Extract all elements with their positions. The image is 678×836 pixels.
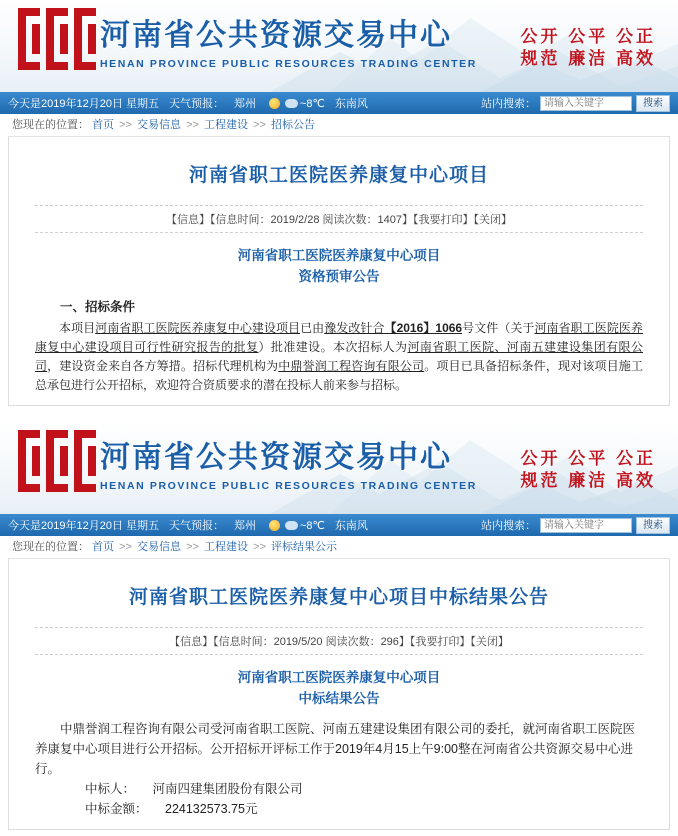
cloud-icon	[285, 99, 298, 108]
search-button[interactable]: 搜索	[636, 517, 670, 534]
weather-label: 天气预报：	[169, 98, 224, 110]
article-subtitle-line-1: 河南省职工医院医养康复中心项目	[237, 670, 441, 685]
page-bid-announcement	[0, 0, 678, 412]
article-panel	[8, 137, 670, 406]
site-banner	[0, 0, 678, 92]
weather-wind: 东南风	[334, 520, 368, 532]
article-subtitle-line-2: 中标结果公告	[298, 691, 380, 706]
cloud-icon	[285, 521, 298, 530]
breadcrumb-item-construction[interactable]: 工程建设	[204, 541, 249, 553]
breadcrumb	[8, 114, 670, 137]
page-content	[0, 114, 678, 412]
weather-wind: 东南风	[334, 98, 368, 110]
breadcrumb-sep-1: >>	[119, 119, 132, 131]
section-heading: 一、招标条件	[60, 300, 136, 314]
site-banner-2	[0, 422, 678, 514]
breadcrumb-sep-1: >>	[119, 541, 132, 553]
breadcrumb-2	[8, 536, 670, 559]
search-input[interactable]	[540, 518, 632, 533]
article-body-paragraph: 中鼎誉润工程咨询有限公司受河南省职工医院、河南五建建设集团有限公司的委托，就河南省职工医院医养康复中心项目进行公开招标。公开招标开评标工作于2019年4月15上午9:00整在河南省公共资源交易中心进行。	[35, 722, 636, 776]
page-content-2	[0, 536, 678, 836]
breadcrumb-prefix: 您现在的位置：	[12, 119, 89, 131]
article-subtitle-2	[35, 667, 643, 709]
breadcrumb-prefix: 您现在的位置：	[12, 541, 89, 553]
sun-icon	[269, 98, 280, 109]
breadcrumb-sep-3: >>	[253, 541, 266, 553]
breadcrumb-item-home[interactable]: 首页	[92, 541, 115, 553]
weather-label: 天气预报：	[169, 520, 224, 532]
page-divider	[0, 412, 678, 422]
site-logo-icon	[18, 8, 96, 70]
slogan-line-2: 规范 廉洁 高效	[520, 471, 656, 490]
article-panel-2	[8, 559, 670, 830]
site-name-en: HENAN PROVINCE PUBLIC RESOURCES TRADING CENTER	[100, 58, 477, 70]
page-title: 河南省职工医院医养康复中心项目	[188, 165, 489, 186]
breadcrumb-sep-3: >>	[253, 119, 266, 131]
site-slogan	[521, 26, 656, 70]
info-bar	[0, 92, 678, 114]
site-name-cn: 河南省公共资源交易中心	[100, 441, 452, 474]
article-meta: 【信息】【信息时间：2019/2/28 阅读次数：1407】【我要打印】【关闭】	[35, 205, 643, 233]
article-paragraph	[35, 319, 643, 395]
paragraph-run-10: 中鼎誉润工程咨询有限公司	[278, 359, 425, 373]
breadcrumb-item-trade-info[interactable]: 交易信息	[137, 119, 182, 131]
breadcrumb-item-trade-info[interactable]: 交易信息	[137, 541, 182, 553]
site-logo-icon	[18, 430, 96, 492]
paragraph-run-7: ）批准建设。本次招标人为	[258, 340, 408, 354]
paragraph-run-6: 河南省职工医院医养康复中心建设项目可行性研究报告的批复	[35, 321, 643, 354]
award-winner-label: 中标人：	[85, 782, 136, 796]
award-amount-row	[35, 799, 643, 819]
breadcrumb-item-current[interactable]: 评标结果公示	[271, 541, 338, 553]
search-button[interactable]: 搜索	[636, 95, 670, 112]
weather-city: 郑州	[234, 98, 256, 110]
paragraph-run-9: ，建设资金来自各方筹措。招标代理机构为	[47, 359, 279, 373]
current-date: 今天是2019年12月20日 星期五	[8, 98, 159, 110]
paragraph-run-8: 河南省职工医院、河南五建建设集团有限公司	[35, 340, 643, 373]
page-title-2: 河南省职工医院医养康复中心项目中标结果公告	[128, 587, 549, 608]
site-search-2	[481, 517, 670, 534]
award-amount-label: 中标金额：	[85, 802, 148, 816]
paragraph-run-11: 。项目已具备招标条件，现对该项目施工总承包进行公开招标，欢迎符合资质要求的潜在投标人前来参与招标。	[35, 359, 643, 392]
site-name-cn: 河南省公共资源交易中心	[100, 19, 452, 52]
article-subtitle	[35, 245, 643, 287]
slogan-line-1: 公开 公平 公正	[520, 449, 656, 468]
search-input[interactable]	[540, 96, 632, 111]
article-subtitle-line-1: 河南省职工医院医养康复中心项目	[237, 248, 441, 263]
paragraph-run-0: 本项目	[59, 321, 96, 335]
weather-temp: ~8℃	[300, 97, 325, 110]
breadcrumb-sep-2: >>	[186, 119, 199, 131]
site-slogan	[521, 448, 656, 492]
paragraph-run-2: 已由	[300, 321, 325, 335]
award-winner-value: 河南四建集团股份有限公司	[152, 782, 303, 796]
paragraph-run-4: 【2016】1066	[384, 321, 463, 335]
award-amount-value: 224132573.75元	[165, 802, 258, 816]
current-date: 今天是2019年12月20日 星期五	[8, 520, 159, 532]
article-subtitle-line-2: 资格预审公告	[298, 269, 380, 284]
info-bar-2	[0, 514, 678, 536]
paragraph-run-5: 号文件（关于	[462, 321, 535, 335]
weather-temp: ~8℃	[300, 519, 325, 532]
slogan-line-1: 公开 公平 公正	[520, 27, 656, 46]
award-winner-row	[35, 779, 643, 799]
site-brand	[100, 432, 477, 492]
page-award-result	[0, 422, 678, 836]
paragraph-run-1: 河南省职工医院医养康复中心建设项目	[95, 321, 301, 335]
site-brand	[100, 10, 477, 70]
site-search	[481, 95, 670, 112]
slogan-line-2: 规范 廉洁 高效	[520, 49, 656, 68]
breadcrumb-sep-2: >>	[186, 541, 199, 553]
breadcrumb-item-home[interactable]: 首页	[92, 119, 115, 131]
search-label: 站内搜索：	[481, 520, 536, 532]
article-meta-2: 【信息】【信息时间：2019/5/20 阅读次数：296】【我要打印】【关闭】	[35, 627, 643, 655]
search-label: 站内搜索：	[481, 98, 536, 110]
weather-city: 郑州	[234, 520, 256, 532]
breadcrumb-item-current[interactable]: 招标公告	[271, 119, 316, 131]
breadcrumb-item-construction[interactable]: 工程建设	[204, 119, 249, 131]
sun-icon	[269, 520, 280, 531]
paragraph-run-3: 豫发改针合	[324, 321, 385, 335]
site-name-en: HENAN PROVINCE PUBLIC RESOURCES TRADING CENTER	[100, 480, 477, 492]
